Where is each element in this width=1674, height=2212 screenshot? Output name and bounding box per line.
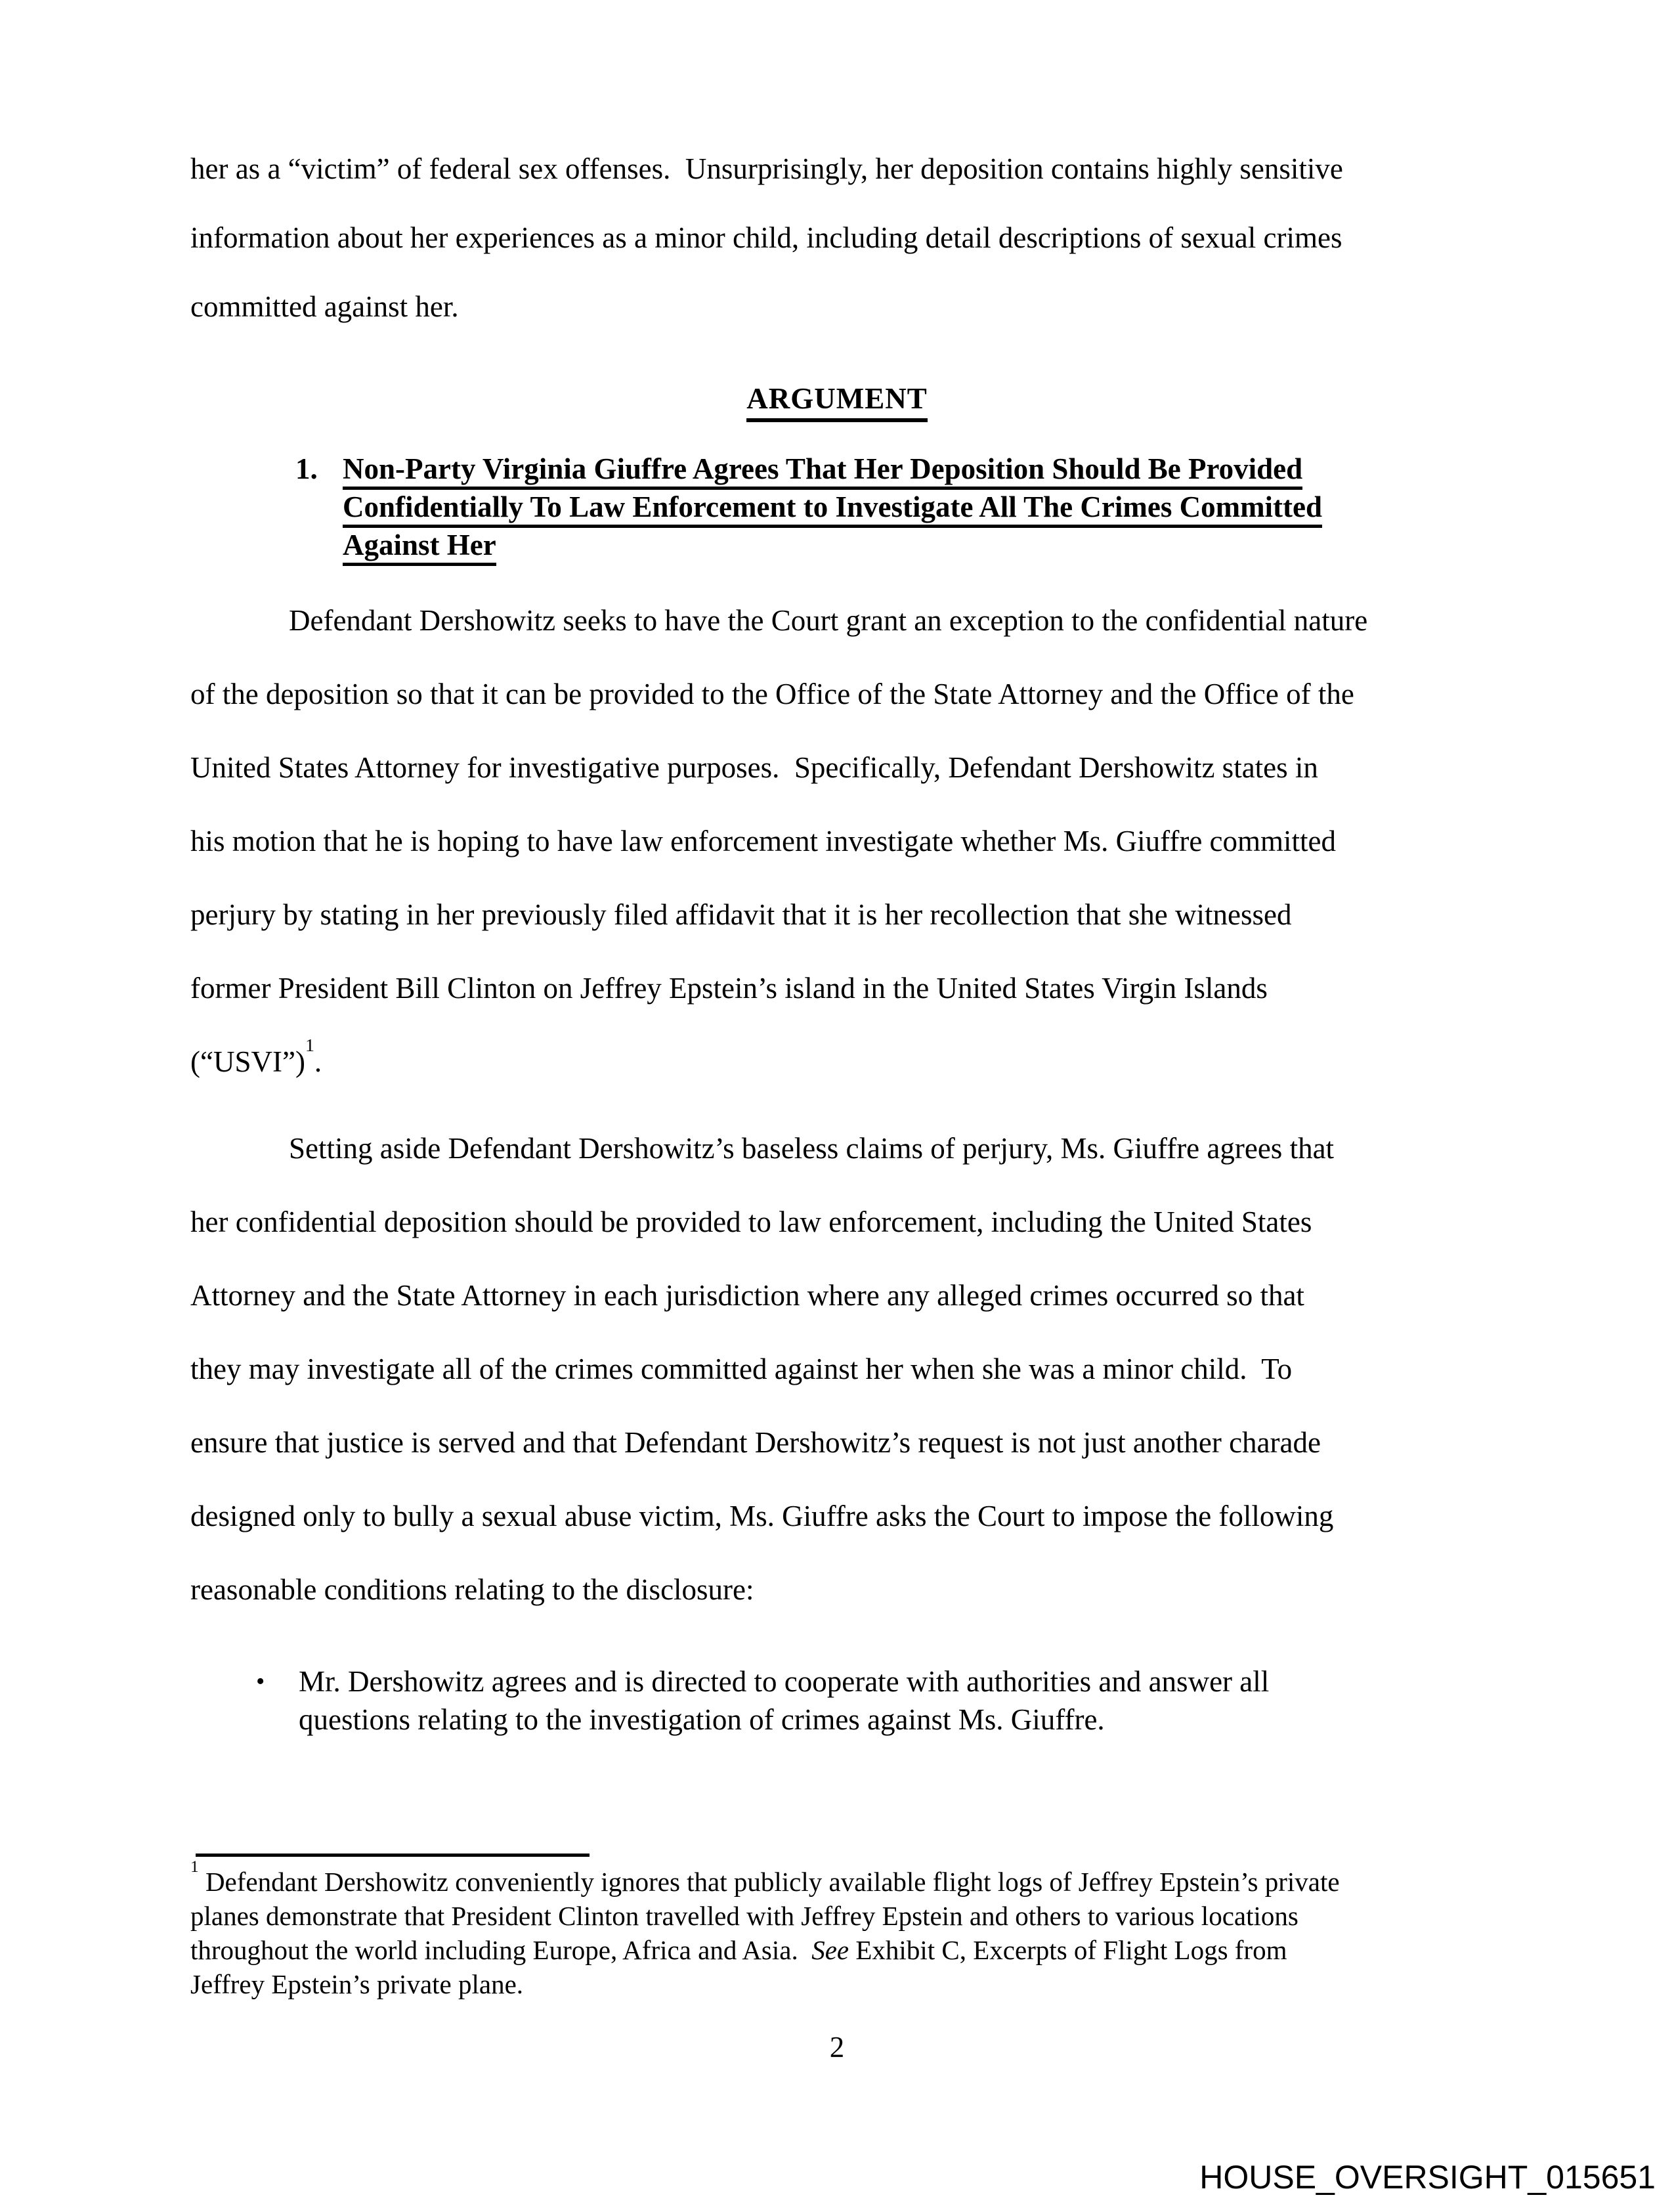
body-line [190, 1025, 1484, 1098]
section-1-number: 1. [295, 452, 318, 485]
section-title-line-text: Non-Party Virginia Giuffre Agrees That Her Deposition Should Be Provided [343, 452, 1302, 490]
footnote-block [190, 1854, 1484, 2001]
body-line: Attorney and the State Attorney in each jurisdiction where any alleged crimes occurred so that [190, 1279, 1304, 1312]
bullet-line: Mr. Dershowitz agrees and is directed to cooperate with authorities and answer all [299, 1665, 1270, 1698]
footnote-text: Defendant Dershowitz conveniently ignores that publicly available flight logs of Jeffrey Epstein’s private [198, 1867, 1340, 1897]
section-1-title [343, 450, 1322, 564]
body-line: Setting aside Defendant Dershowitz’s baseless claims of perjury, Ms. Giuffre agrees that [289, 1132, 1335, 1165]
sentence-period: . [314, 1045, 322, 1078]
section-title-line [343, 488, 1322, 526]
body-line: ensure that justice is served and that Defendant Dershowitz’s request is not just another charade [190, 1426, 1321, 1459]
bates-stamp: HOUSE_OVERSIGHT_015651 [1199, 2159, 1656, 2196]
footnote-reference-superscript: 1 [305, 1035, 314, 1056]
bullet-line: questions relating to the investigation of crimes against Ms. Giuffre. [299, 1703, 1105, 1736]
body-line: they may investigate all of the crimes committed against her when she was a minor child. To [190, 1353, 1293, 1385]
body-line: her confidential deposition should be provided to law enforcement, including the United States [190, 1205, 1312, 1238]
body-line: of the deposition so that it can be provided to the Office of the State Attorney and the Office of the [190, 678, 1354, 710]
footnote-number-superscript: 1 [190, 1857, 199, 1876]
section-title-line-text: Against Her [343, 529, 496, 566]
body-line: designed only to bully a sexual abuse victim, Ms. Giuffre asks the Court to impose the following [190, 1500, 1334, 1532]
footnote-line: planes demonstrate that President Clinton travelled with Jeffrey Epstein and others to various locations [190, 1901, 1298, 1931]
body-line: her as a “victim” of federal sex offenses. Unsurprisingly, her deposition contains highly sensitive [190, 152, 1343, 185]
paragraph-setting-aside [190, 1112, 1484, 1626]
footnote-separator-rule [196, 1854, 590, 1857]
footnote-line [190, 1857, 1484, 1899]
bullet-item [190, 1662, 1484, 1739]
body-line: committed against her. [190, 290, 459, 323]
bullet-marker: • [256, 1668, 265, 1695]
footnote-text: throughout the world including Europe, Africa and Asia. [190, 1935, 812, 1965]
section-title-line [343, 526, 1322, 564]
section-1-heading [295, 450, 1484, 564]
paragraph-defendant-seeks [190, 584, 1484, 1098]
body-line: reasonable conditions relating to the disclosure: [190, 1573, 754, 1606]
section-title-line-text: Confidentially To Law Enforcement to Investigate All The Crimes Committed [343, 490, 1322, 528]
body-line: his motion that he is hoping to have law enforcement investigate whether Ms. Giuffre committed [190, 825, 1337, 857]
footnote-line [190, 1933, 1484, 1967]
argument-heading-text: ARGUMENT [746, 382, 928, 422]
section-title-line [343, 450, 1322, 488]
see-citation-italic: See [811, 1935, 849, 1965]
bullet-text [299, 1662, 1269, 1739]
footnote-line: Jeffrey Epstein’s private plane. [190, 1969, 524, 1999]
argument-heading [190, 364, 1484, 433]
footnote-text: Exhibit C, Excerpts of Flight Logs from [849, 1935, 1287, 1965]
body-line: perjury by stating in her previously filed affidavit that it is her recollection that she witnessed [190, 898, 1292, 931]
body-line: information about her experiences as a minor child, including detail descriptions of sexual crimes [190, 221, 1342, 254]
body-line: United States Attorney for investigative purposes. Specifically, Defendant Dershowitz states in [190, 751, 1318, 784]
page-number: 2 [829, 2031, 845, 2064]
usvi-abbreviation: (“USVI”) [190, 1045, 305, 1078]
body-line: Defendant Dershowitz seeks to have the Court grant an exception to the confidential nature [289, 604, 1368, 637]
body-line: former President Bill Clinton on Jeffrey Epstein’s island in the United States Virgin Islands [190, 972, 1268, 1005]
intro-paragraph [190, 135, 1484, 341]
